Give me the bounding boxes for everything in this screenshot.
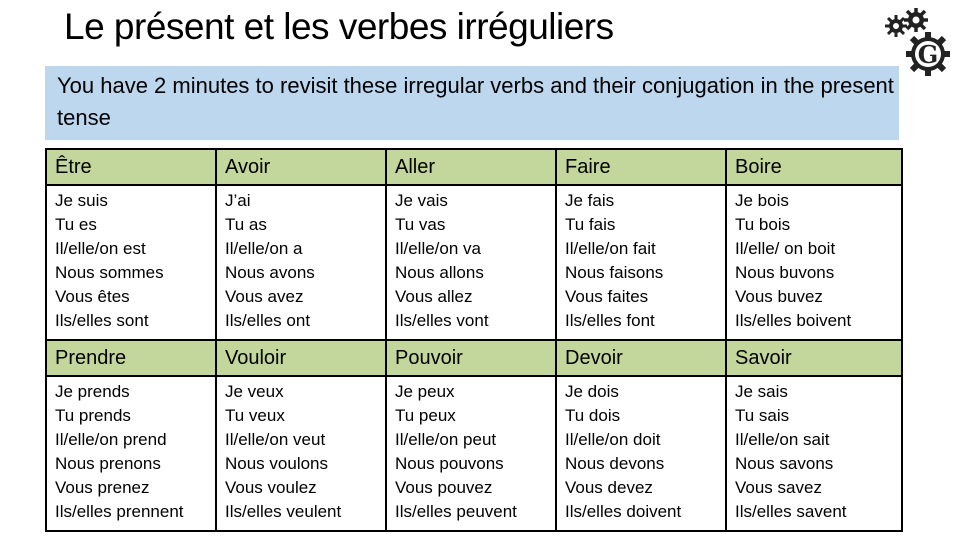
verb-header: Pouvoir bbox=[386, 340, 556, 376]
conjugation-form: Ils/elles sont bbox=[55, 311, 149, 330]
conjugation-form: Ils/elles vont bbox=[395, 311, 489, 330]
conjugation-cell bbox=[216, 185, 386, 340]
instruction-banner: You have 2 minutes to revisit these irregular verbs and their conjugation in the present tense bbox=[45, 66, 899, 140]
verb-header: Avoir bbox=[216, 149, 386, 185]
conjugation-cell bbox=[556, 185, 726, 340]
conjugation-form: Il/elle/on sait bbox=[735, 430, 830, 449]
conjugation-row bbox=[46, 185, 902, 340]
conjugation-form: Ils/elles boivent bbox=[735, 311, 852, 330]
header-row bbox=[46, 340, 902, 376]
conjugation-form: Il/elle/ on boit bbox=[735, 239, 836, 258]
conjugation-form: Il/elle/on peut bbox=[395, 430, 497, 449]
conjugation-form: Je sais bbox=[735, 382, 788, 401]
conjugation-form: Vous pouvez bbox=[395, 478, 493, 497]
conjugation-form: Je suis bbox=[55, 191, 108, 210]
conjugation-form: Vous allez bbox=[395, 287, 473, 306]
conjugation-cell bbox=[726, 185, 902, 340]
conjugation-form: Ils/elles doivent bbox=[565, 502, 682, 521]
conjugation-form: Tu sais bbox=[735, 406, 790, 425]
conjugation-form: Il/elle/on veut bbox=[225, 430, 326, 449]
conjugation-form: Il/elle/on fait bbox=[565, 239, 656, 258]
conjugation-form: Ils/elles ont bbox=[225, 311, 311, 330]
conjugation-form: Je veux bbox=[225, 382, 284, 401]
conjugation-form: Je vais bbox=[395, 191, 448, 210]
conjugation-form: Il/elle/on va bbox=[395, 239, 481, 258]
conjugation-form: Tu prends bbox=[55, 406, 131, 425]
verb-header: Aller bbox=[386, 149, 556, 185]
conjugation-form: Nous voulons bbox=[225, 454, 329, 473]
conjugation-row bbox=[46, 376, 902, 531]
conjugation-cell bbox=[726, 376, 902, 531]
verb-header: Boire bbox=[726, 149, 902, 185]
header-row bbox=[46, 149, 902, 185]
conjugation-form: Je peux bbox=[395, 382, 455, 401]
conjugation-form: Nous devons bbox=[565, 454, 665, 473]
verb-header: Savoir bbox=[726, 340, 902, 376]
conjugation-form: Vous buvez bbox=[735, 287, 823, 306]
conjugation-cell bbox=[46, 185, 216, 340]
conjugation-form: Nous allons bbox=[395, 263, 484, 282]
conjugation-form: Vous savez bbox=[735, 478, 822, 497]
verb-header: Faire bbox=[556, 149, 726, 185]
conjugation-cell bbox=[386, 376, 556, 531]
conjugation-form: Nous savons bbox=[735, 454, 834, 473]
verb-header: Devoir bbox=[556, 340, 726, 376]
conjugation-form: Tu as bbox=[225, 215, 267, 234]
conjugation-cell bbox=[46, 376, 216, 531]
conjugation-form: Nous sommes bbox=[55, 263, 164, 282]
conjugation-form: Tu es bbox=[55, 215, 97, 234]
conjugation-form: Il/elle/on prend bbox=[55, 430, 167, 449]
conjugation-form: Tu veux bbox=[225, 406, 285, 425]
conjugation-form: Ils/elles peuvent bbox=[395, 502, 517, 521]
conjugation-cell bbox=[216, 376, 386, 531]
conjugation-form: Nous buvons bbox=[735, 263, 835, 282]
conjugation-form: Ils/elles veulent bbox=[225, 502, 342, 521]
page-title: Le présent et les verbes irréguliers bbox=[64, 6, 614, 47]
conjugation-form: Tu dois bbox=[565, 406, 621, 425]
conjugation-form: J’ai bbox=[225, 191, 251, 210]
verb-header: Être bbox=[46, 149, 216, 185]
conjugation-form: Vous avez bbox=[225, 287, 304, 306]
conjugation-form: Ils/elles savent bbox=[735, 502, 847, 521]
conjugation-form: Il/elle/on doit bbox=[565, 430, 661, 449]
verb-header: Prendre bbox=[46, 340, 216, 376]
conjugation-form: Vous devez bbox=[565, 478, 653, 497]
logo-letter: G bbox=[917, 40, 939, 69]
verb-header: Vouloir bbox=[216, 340, 386, 376]
conjugation-form: Tu vas bbox=[395, 215, 446, 234]
conjugation-form: Vous voulez bbox=[225, 478, 317, 497]
verb-table bbox=[45, 148, 903, 532]
conjugation-cell bbox=[386, 185, 556, 340]
conjugation-form: Vous faites bbox=[565, 287, 649, 306]
conjugation-form: Je fais bbox=[565, 191, 615, 210]
conjugation-form: Nous pouvons bbox=[395, 454, 504, 473]
conjugation-form: Ils/elles font bbox=[565, 311, 655, 330]
conjugation-form: Je prends bbox=[55, 382, 130, 401]
conjugation-cell bbox=[556, 376, 726, 531]
conjugation-form: Il/elle/on a bbox=[225, 239, 303, 258]
conjugation-form: Tu bois bbox=[735, 215, 791, 234]
conjugation-form: Je bois bbox=[735, 191, 789, 210]
conjugation-form: Vous êtes bbox=[55, 287, 130, 306]
conjugation-form: Il/elle/on est bbox=[55, 239, 146, 258]
conjugation-form: Vous prenez bbox=[55, 478, 150, 497]
conjugation-form: Nous prenons bbox=[55, 454, 161, 473]
conjugation-form: Tu fais bbox=[565, 215, 616, 234]
conjugation-form: Je dois bbox=[565, 382, 619, 401]
conjugation-form: Nous faisons bbox=[565, 263, 664, 282]
conjugation-form: Nous avons bbox=[225, 263, 315, 282]
conjugation-form: Ils/elles prennent bbox=[55, 502, 184, 521]
conjugation-form: Tu peux bbox=[395, 406, 456, 425]
